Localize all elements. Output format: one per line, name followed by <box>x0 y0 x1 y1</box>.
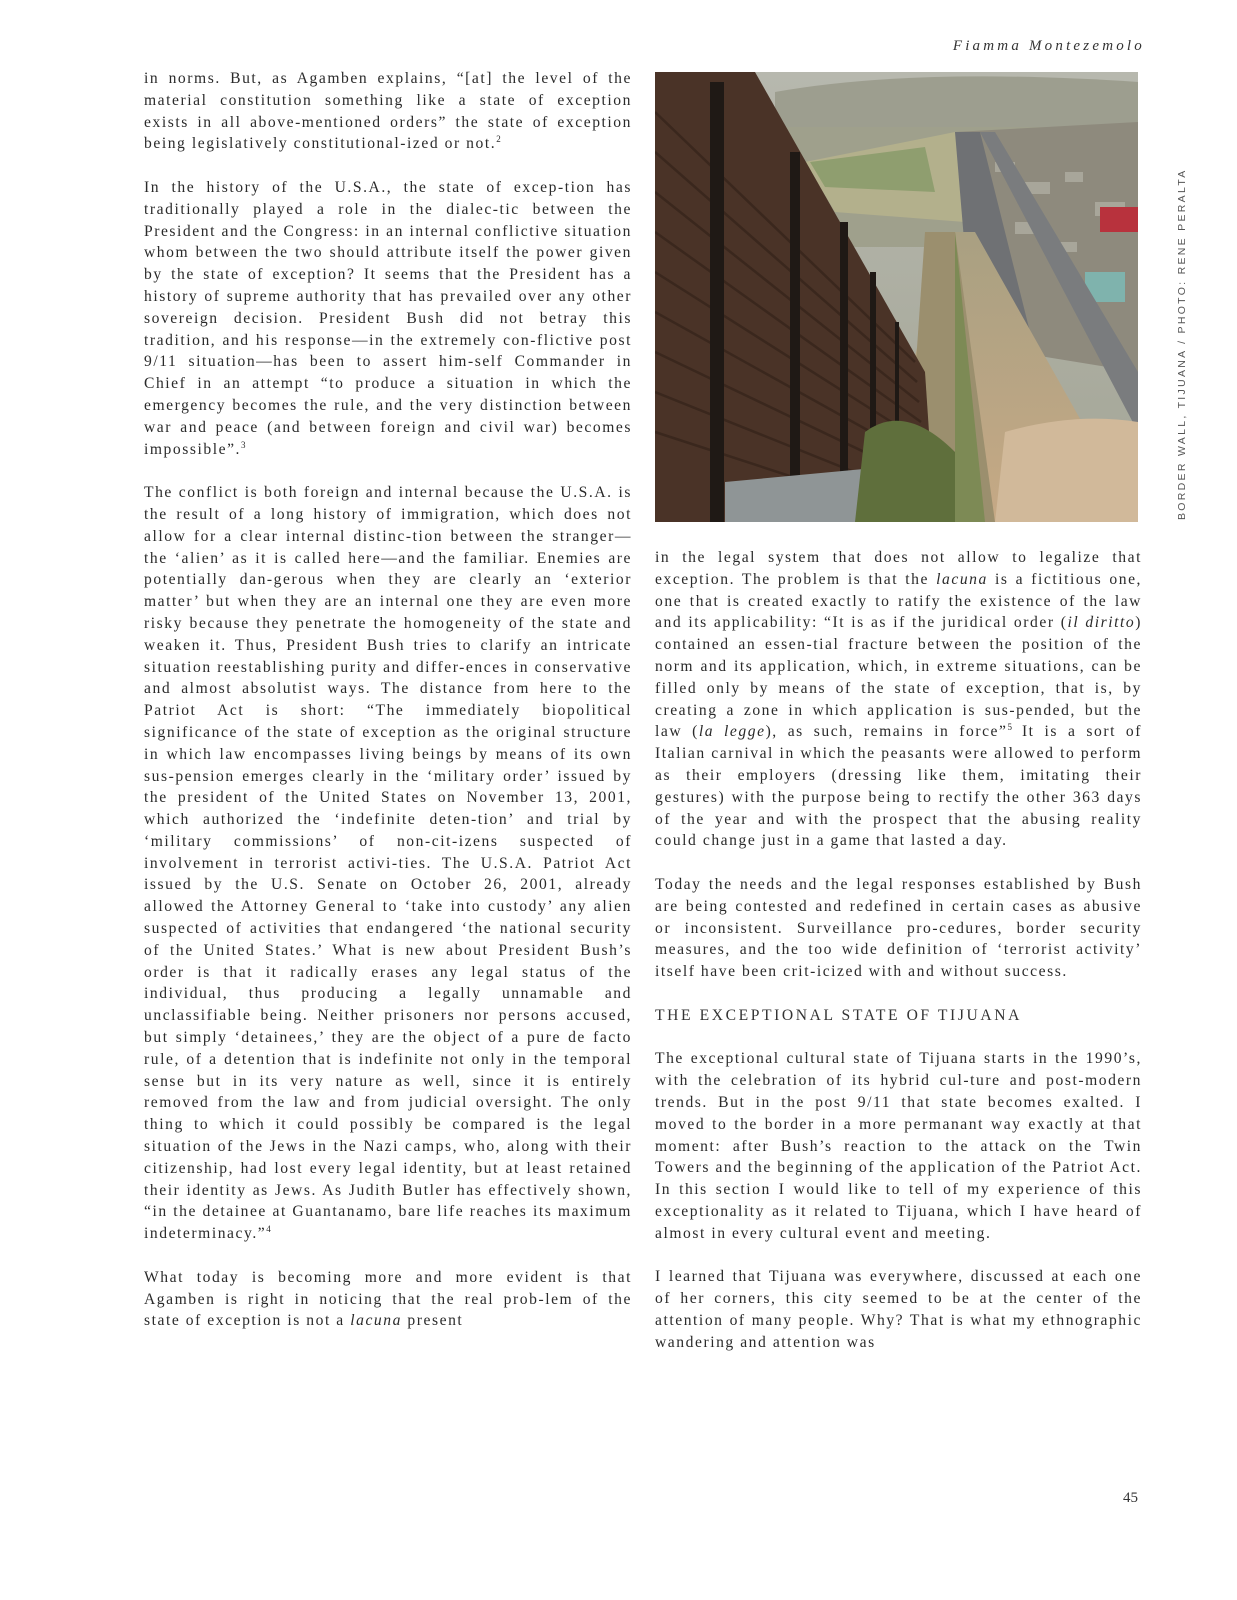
paragraph-text: is a fictitious one, one that is created exactly to ratify the existence of the law and its applicability: “It is as if the juridical order ( <box>655 570 1142 632</box>
photo-caption: BORDER WALL, TIJUANA / PHOTO: RENE PERALTA <box>1176 168 1188 520</box>
paragraph <box>655 547 1142 852</box>
section-heading: THE EXCEPTIONAL STATE OF TIJUANA <box>655 1006 1022 1024</box>
footnote-ref[interactable]: 2 <box>496 134 501 145</box>
paragraph <box>144 177 632 460</box>
footnote-ref[interactable]: 4 <box>266 1224 271 1235</box>
paragraph-text: In the history of the U.S.A., the state of excep-tion has traditionally played a role in the dialec-tic between the President and the Congress: in an internal conflictive situation whom between the two should attribute itself the power given by the state of exception? It seems that the President has a history of supreme authority that has prevailed over any other sovereign decision. President Bush did not betray this tradition, and his response—in the extremely con-flictive post 9/11 situation—has been to assert him-self Commander in Chief in an attempt “to produce a situation in which the emergency becomes the rule, and the very distinction between war and peace (and between foreign and civil war) becomes impossible”. <box>144 178 632 458</box>
italic-term: lacuna <box>936 570 988 588</box>
border-wall-photo <box>655 72 1138 522</box>
paragraph <box>144 68 632 155</box>
paragraph: I learned that Tijuana was everywhere, discussed at each one of her corners, this city seemed to be at the center of the attention of many people. Why? That is what my ethnographic wandering and attention was <box>655 1268 1142 1351</box>
paragraph <box>144 482 632 1245</box>
paragraph: The exceptional cultural state of Tijuana starts in the 1990’s, with the celebration of its hybrid cul-ture and post-modern trends. But in the post 9/11 that state becomes exalted. I moved to the border in a more permanant way exactly at that moment: after Bush’s reaction to the attack on the Twin Towers and the beginning of the application of the Patriot Act. In this section I would like to tell of my experience of this exceptionality as it related to Tijuana, which I have heard of almost in every cultural event and meeting. <box>655 1050 1142 1242</box>
paragraph-text: ), as such, remains in force” <box>765 723 1008 741</box>
running-head: Fiamma Montezemolo <box>952 38 1145 54</box>
paragraph-text: present <box>401 1312 464 1330</box>
page-number: 45 <box>1123 1490 1138 1506</box>
footnote-ref[interactable]: 5 <box>1007 722 1012 733</box>
photo-image <box>655 72 1138 522</box>
paragraph-text: in norms. But, as Agamben explains, “[at] the level of the material constitution something like a state of exception exists in all above-mentioned orders” the state of exception being legislatively constitutional-ized or not. <box>144 70 632 153</box>
italic-term: lacuna <box>350 1312 402 1330</box>
right-column <box>655 547 1142 1353</box>
paragraph-text: The conflict is both foreign and internal because the U.S.A. is the result of a long history of immigration, which does not allow for a clear internal distinc-tion between the stranger—the ‘alien’ as it is called here—and the familiar. Enemies are potentially dan-gerous when they are clearly an ‘exterior matter’ but when they are an internal one they are even more risky because they penetrate the homogeneity of the state and weaken it. Thus, President Bush tries to clarify an intricate situation reestablishing purity and differ-ences in conservative and almost absolutist ways. The distance from here to the Patriot Act is short: “The immediately biopolitical significance of the state of exception as the original structure in which law encompasses living beings by means of its own sus-pension emerges clearly in the ‘military order’ issued by the president of the United States on November 13, 2001, which authorized the ‘indefinite deten-tion’ and trial by ‘military commissions’ of non-cit-izens suspected of involvement in terrorist activi-ties. The U.S.A. Patriot Act issued by the U.S. Senate on October 26, 2001, already allowed the Attorney General to ‘take into custody’ any alien suspected of activities that endangered ‘the national security of the United States.’ What is new about President Bush’s order is that it radically erases any legal status of the individual, thus producing a legally unnamable and unclassifiable being. Neither prisoners nor persons accused, but simply ‘detainees,’ they are the object of a pure de facto rule, of a detention that is indefinite not only in the temporal sense but in its very nature as well, since it is entirely removed from the law and from judicial oversight. The only thing to which it could possibly be compared is the legal situation of the Jews in the Nazi camps, who, along with their citizenship, had lost every legal identity, but at least retained their identity as Jews. As Judith Butler has effectively shown, “in the detainee at Guantanamo, bare life reaches its maximum indeterminacy.” <box>144 484 632 1243</box>
italic-term: la legge <box>698 723 766 741</box>
paragraph-text: What today is becoming more and more evident is that Agamben is right in noticing that the real prob-lem of the state of exception is not a <box>144 1268 632 1330</box>
paragraph-text: It is a sort of Italian carnival in which the peasants were allowed to perform as their employers (dressing like them, imitating their gestures) with the purpose being to rectify the other 363 days of the year and with the prospect that the abusing reality could change just in a game that lasted a day. <box>655 723 1143 850</box>
paragraph-text: ) contained an essen-tial fracture between the position of the norm and its application, which, in extreme situations, can be filled only by means of the state of exception, that is, by creating a zone in which application is sus-pended, but the law ( <box>655 614 1143 741</box>
left-column <box>144 68 632 1332</box>
italic-term: il diritto <box>1067 614 1136 632</box>
paragraph: Today the needs and the legal responses established by Bush are being contested and redefined in certain cases as abusive or inconsistent. Surveillance pro-cedures, border security measures, and the too wide definition of ‘terrorist activity’ itself have been crit-icized with and without success. <box>655 875 1142 981</box>
paragraph <box>144 1267 632 1332</box>
paragraph-text: in the legal system that does not allow to legalize that exception. The problem is that the <box>655 549 1142 588</box>
footnote-ref[interactable]: 3 <box>241 439 246 450</box>
